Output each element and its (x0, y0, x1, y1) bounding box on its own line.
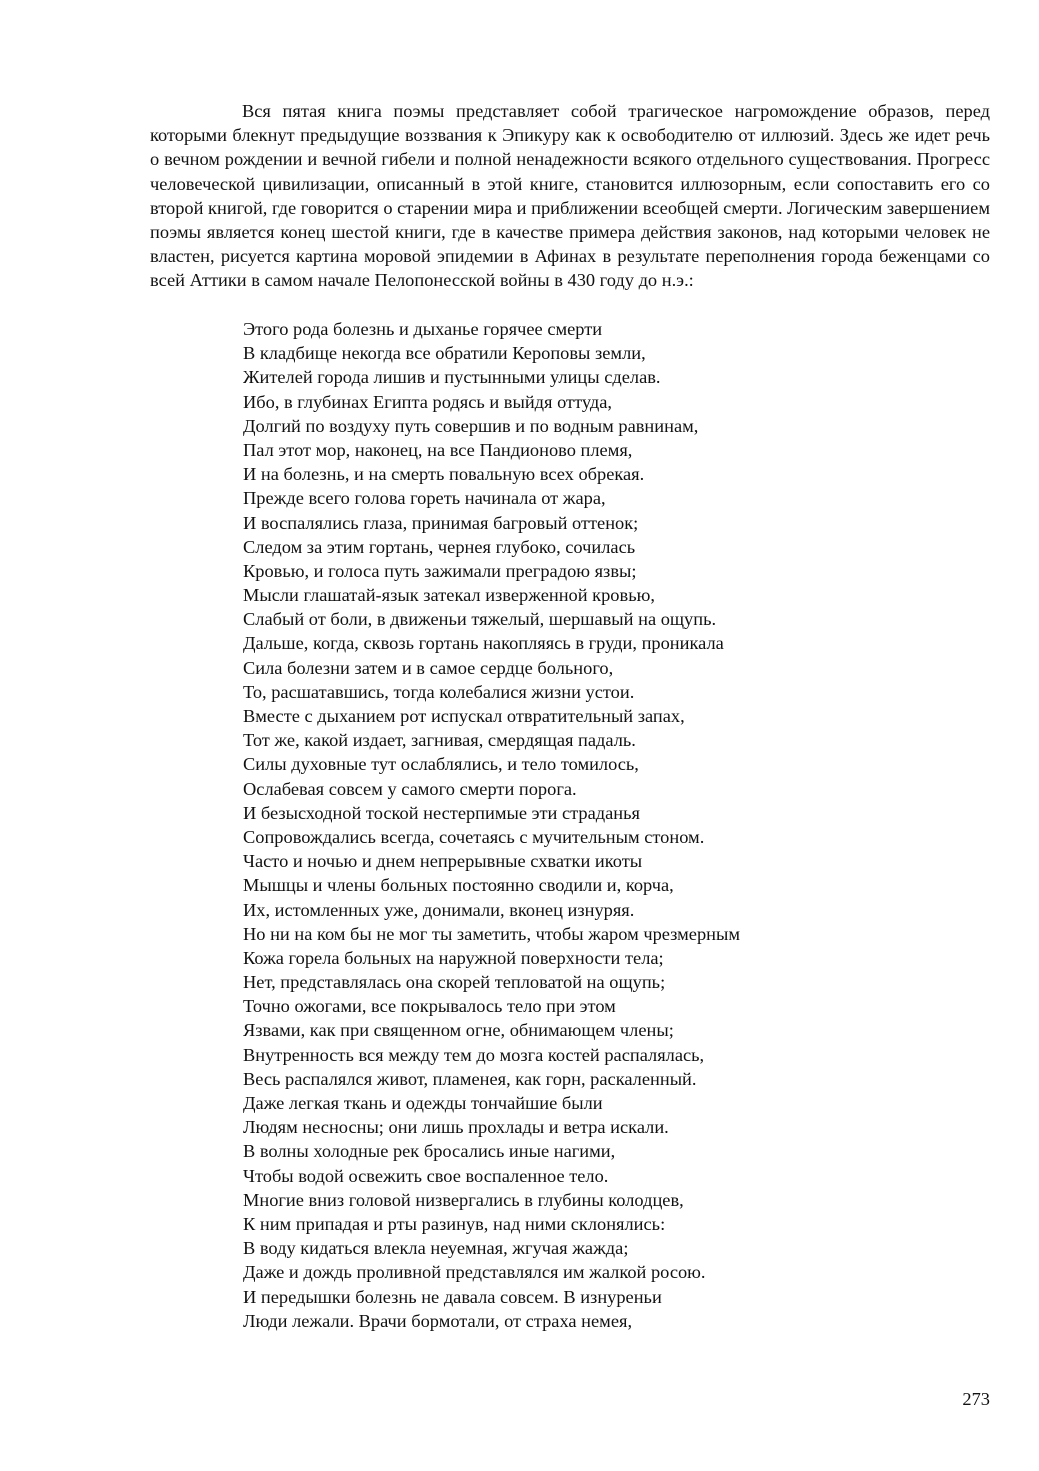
poem-line: Прежде всего голова гореть начинала от жара, (243, 488, 606, 509)
poem-line: К ним припадая и рты разинув, над ними склонялись: (243, 1213, 666, 1234)
poem-line: Но ни на ком бы не мог ты заметить, чтобы жаром чрезмерным (243, 923, 741, 944)
poem-line: Чтобы водой освежить свое воспаленное тело. (243, 1165, 609, 1186)
poem-line: И безысходной тоской нестерпимые эти страданья (243, 802, 640, 823)
poem-line: То, расшатавшись, тогда колебалися жизни устои. (243, 681, 635, 702)
poem-line: Ослабевая совсем у самого смерти порога. (243, 778, 577, 799)
poem-line: Внутренность вся между тем до мозга костей распалялась, (243, 1044, 705, 1065)
poem-line: Точно ожогами, все покрывалось тело при этом (243, 996, 616, 1017)
poem-line: И воспалялись глаза, принимая багровый оттенок; (243, 512, 639, 533)
poem-line: И передышки болезнь не давала совсем. В изнуреньи (243, 1286, 662, 1307)
poem-line: Даже легкая ткань и одежды тончайшие были (243, 1093, 603, 1113)
poem-line: Силы духовные тут ослаблялись, и тело томилось, (243, 754, 639, 775)
poem-line: Мысли глашатай-язык затекал изверженной кровью, (243, 585, 655, 606)
poem-line: Сила болезни затем и в самое сердце больного, (243, 657, 614, 678)
poem-line: В кладбище некогда все обратили Кероповы земли, (243, 343, 646, 364)
poem-line: Следом за этим гортань, чернея глубоко, сочилась (243, 536, 636, 557)
poem-line: Дальше, когда, сквозь гортань накопляясь в груди, проникала (243, 633, 724, 654)
poem-line: В воду кидаться влекла неуемная, жгучая жажда; (243, 1238, 629, 1259)
poem-line: Даже и дождь проливной представлялся им жалкой росою. (243, 1262, 706, 1283)
intro-paragraph: Вся пятая книга поэмы представляет собой трагическое нагромождение образов, перед которыми блекнут предыдущие воззвания к Эпикуру как к освободителю от иллюзий. Здесь же идет речь о вечном рождении и вечной гибели и полной ненадежности всякого отдельного существования. Прогресс человеческой цивилизации, описанный в этой книге, становится иллюзорным, если сопоставить его со второй книгой, где говорится о старении мира и приближении всеобщей смерти. Логическим завершением поэмы является конец шестой книги, где в качестве примера действия законов, над которыми человек не властен, рисуется картина моровой эпидемии в Афинах в результате переполнения города беженцами со всей Аттики в самом начале Пелопонесской войны в 430 году до н.э.: (150, 101, 990, 291)
poem-line: Многие вниз головой низвергались в глубины колодцев, (243, 1189, 684, 1210)
poem-line: Весь распалялся живот, пламенея, как горн, раскаленный. (243, 1068, 697, 1089)
poem-line: Язвами, как при священном огне, обнимающем члены; (243, 1020, 674, 1041)
poem-line: Этого рода болезнь и дыханье горячее смерти (243, 319, 603, 339)
poem-line: Люди лежали. Врачи бормотали, от страха немея, (243, 1310, 633, 1331)
poem-line: Людям несносны; они лишь прохлады и ветра искали. (243, 1117, 669, 1138)
poem-line: Их, истомленных уже, донимали, вконец изнуряя. (243, 899, 635, 920)
poem-line: Жителей города лишив и пустынными улицы сделав. (243, 367, 661, 388)
poem-line: Пал этот мор, наконец, на все Пандионово племя, (243, 439, 633, 460)
poem-line: Ибо, в глубинах Египта родясь и выйдя оттуда, (243, 391, 613, 412)
poem-line: Кровью, и голоса путь зажимали преградою язвы; (243, 560, 637, 581)
poem-line: Вместе с дыханием рот испускал отвратительный запах, (243, 706, 685, 726)
poem-line: Сопровождались всегда, сочетаясь с мучительным стоном. (243, 826, 705, 847)
poem-line: Мышцы и члены больных постоянно сводили и, корча, (243, 875, 674, 896)
poem-line: Часто и ночью и днем непрерывные схватки икоты (243, 851, 643, 872)
poem-excerpt (243, 317, 740, 1333)
poem-line: Тот же, какой издает, загнивая, смердящая падаль. (243, 730, 636, 751)
poem-line: Кожа горела больных на наружной поверхности тела; (243, 947, 664, 968)
poem-line: Слабый от боли, в движеньи тяжелый, шершавый на ощупь. (243, 609, 717, 630)
poem-line: Долгий по воздуху путь совершив и по водным равнинам, (243, 415, 699, 436)
poem-line: И на болезнь, и на смерть повальную всех обрекая. (243, 464, 645, 485)
poem-line: В волны холодные рек бросались иные нагими, (243, 1141, 616, 1162)
page-number: 273 (962, 1389, 990, 1409)
poem-line: Нет, представлялась она скорей тепловатой на ощупь; (243, 972, 666, 993)
